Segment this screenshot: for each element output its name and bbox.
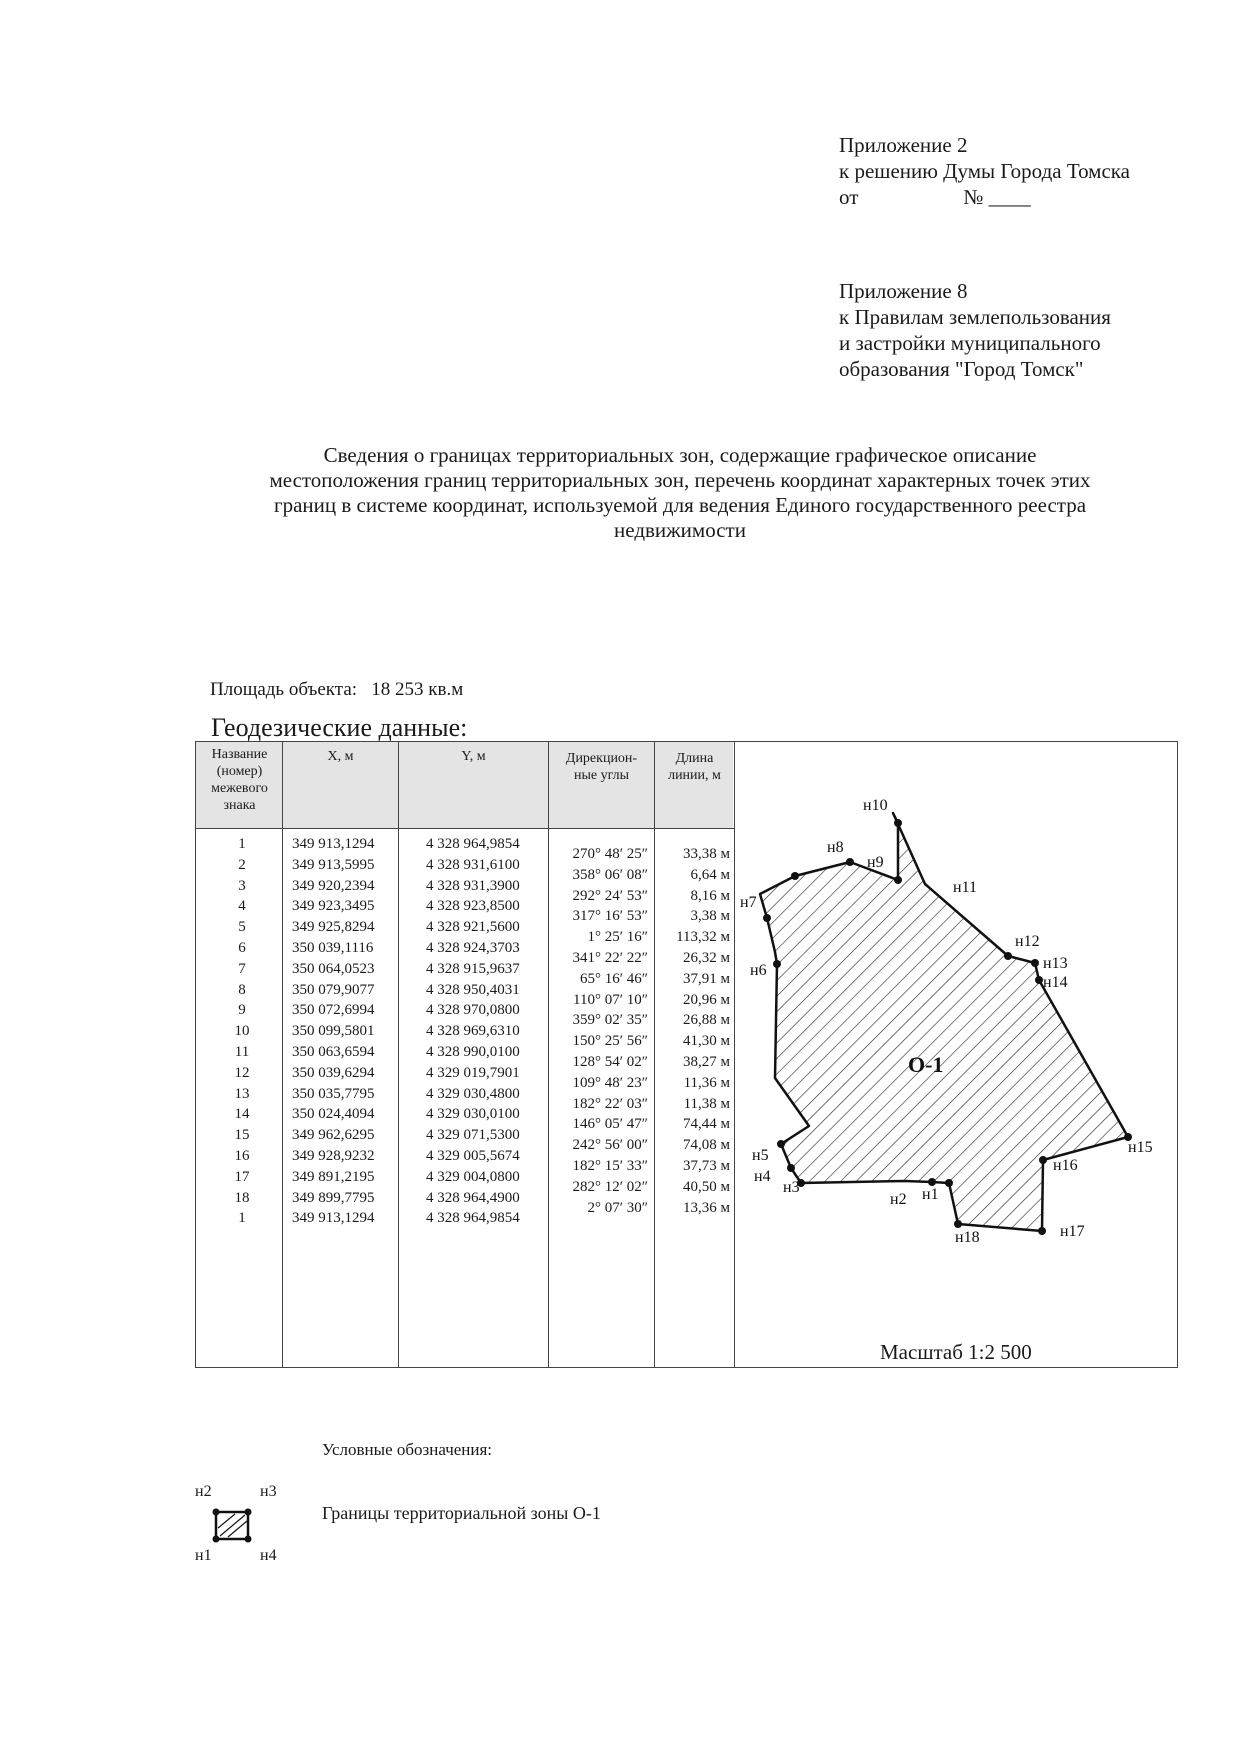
table-cell-point-name: 18	[234, 1189, 250, 1206]
legend-corner-n4: н4	[260, 1547, 277, 1564]
legend-corner-n3: н3	[260, 1483, 277, 1500]
table-cell-x: 350 024,4094	[292, 1106, 375, 1123]
table-cell-angle: 110° 07′ 10″	[573, 991, 648, 1008]
header-angles-line-2: ные углы	[573, 768, 630, 783]
table-cell-angle: 65° 16′ 46″	[579, 970, 648, 987]
table-cell-x: 349 913,1294	[292, 836, 375, 852]
header-name-line-2: (номер)	[216, 764, 263, 779]
table-cell-y: 4 328 931,3900	[426, 877, 520, 894]
point-label: н18	[955, 1229, 980, 1246]
table-cell-angle: 2° 07′ 30″	[587, 1199, 648, 1216]
table-cell-length: 11,38 м	[683, 1095, 730, 1112]
appendix-8-line-2: к Правилам землепользования	[839, 305, 1111, 329]
table-cell-y: 4 329 004,0800	[426, 1168, 520, 1185]
map-scale: Масштаб 1:2 500	[880, 1340, 1032, 1364]
geodetic-data-title: Геодезические данные:	[211, 713, 468, 742]
table-cell-point-name: 7	[238, 960, 246, 977]
table-cell-y: 4 328 970,0800	[426, 1002, 520, 1019]
table-cell-point-name: 14	[234, 1106, 250, 1123]
header-name-line-1: Название	[211, 747, 268, 762]
table-cell-y: 4 328 915,9637	[426, 960, 520, 977]
table-cell-length: 37,73 м	[683, 1157, 730, 1174]
boundary-point-н14	[1035, 976, 1043, 984]
table-cell-x: 349 920,2394	[292, 877, 375, 894]
table-cell-length: 40,50 м	[683, 1178, 730, 1195]
table-cell-point-name: 10	[234, 1023, 250, 1040]
table-cell-length: 74,08 м	[683, 1137, 730, 1154]
table-cell-angle: 128° 54′ 02″	[572, 1053, 648, 1070]
table-cell-point-name: 15	[234, 1127, 250, 1144]
title-line-3: границ в системе координат, используемой для ведения Единого государственного реестра	[273, 493, 1087, 517]
header-length-line-1: Длина	[675, 751, 714, 766]
table-cell-y: 4 328 924,3703	[426, 939, 520, 956]
table-cell-angle: 242° 56′ 00″	[572, 1137, 648, 1154]
table-cell-angle: 317° 16′ 53″	[572, 908, 648, 925]
appendix-2-line-2: к решению Думы Города Томска	[839, 159, 1130, 183]
table-cell-point-name: 3	[238, 877, 246, 894]
boundary-point-н5	[777, 1140, 785, 1148]
boundary-plan	[735, 742, 1177, 1367]
boundary-point-н6	[773, 960, 781, 968]
boundary-point-н16	[1039, 1156, 1047, 1164]
point-label: н3	[783, 1179, 800, 1196]
legend-text: Границы территориальной зоны О-1	[322, 1503, 601, 1523]
table-cell-point-name: 6	[238, 939, 246, 956]
table-cell-angle: 109° 48′ 23″	[572, 1074, 648, 1091]
table-cell-x: 349 913,1294	[292, 1210, 375, 1227]
title-line-4: недвижимости	[614, 518, 746, 542]
table-cell-length: 33,38 м	[683, 846, 730, 862]
table-cell-y: 4 329 019,7901	[426, 1064, 520, 1081]
column-point-names	[203, 834, 281, 1229]
header-name-line-3: межевого	[211, 781, 268, 796]
table-cell-y: 4 328 931,6100	[426, 856, 520, 873]
boundary-point-н11	[894, 819, 902, 827]
point-label: н8	[827, 839, 844, 856]
table-cell-x: 350 035,7795	[292, 1085, 375, 1102]
boundary-point-н4	[787, 1164, 795, 1172]
table-cell-length: 41,30 м	[683, 1033, 730, 1050]
table-cell-x: 350 079,9077	[292, 981, 375, 998]
table-cell-length: 38,27 м	[683, 1053, 730, 1070]
object-area-label: Площадь объекта:	[210, 679, 358, 700]
column-y	[426, 834, 520, 1229]
header-name-line-4: знака	[223, 798, 256, 813]
header-divider	[195, 828, 734, 829]
appendix-8-line-1: Приложение 8	[839, 279, 968, 303]
table-cell-x: 349 962,6295	[292, 1127, 375, 1144]
point-label: н11	[953, 879, 977, 896]
table-cell-point-name: 1	[238, 1210, 246, 1227]
table-cell-y: 4 328 969,6310	[426, 1023, 520, 1040]
table-cell-angle: 359° 02′ 35″	[572, 1012, 648, 1029]
table-cell-length: 74,44 м	[683, 1116, 730, 1133]
point-label: н2	[890, 1191, 907, 1208]
point-label: н9	[867, 854, 884, 871]
boundary-point-н10	[894, 876, 902, 884]
table-cell-y: 4 328 923,8500	[426, 898, 520, 915]
title-line-1: Сведения о границах территориальных зон, содержащие графическое описание	[323, 443, 1037, 467]
legend-corner-n1: н1	[195, 1547, 212, 1564]
table-cell-x: 350 064,0523	[292, 960, 375, 977]
point-label: н4	[754, 1168, 771, 1185]
table-cell-point-name: 4	[238, 898, 246, 915]
point-label: н12	[1015, 933, 1040, 950]
table-cell-angle: 150° 25′ 56″	[572, 1033, 648, 1050]
column-lengths	[657, 844, 730, 1218]
object-area-value: 18 253 кв.м	[371, 679, 464, 700]
table-cell-angle: 358° 06′ 08″	[572, 866, 648, 883]
boundary-point-н2	[928, 1178, 936, 1186]
col-divider-2	[398, 741, 399, 1368]
point-label: н14	[1043, 974, 1068, 991]
point-label: н7	[740, 894, 757, 911]
header-angles-line-1: Дирекцион-	[565, 751, 638, 766]
boundary-point-н17	[1038, 1227, 1046, 1235]
object-area	[210, 679, 463, 701]
table-cell-x: 349 923,3495	[292, 898, 375, 915]
table-cell-length: 26,88 м	[683, 1012, 730, 1029]
table-cell-x: 350 063,6594	[292, 1043, 375, 1060]
table-cell-point-name: 2	[238, 856, 246, 873]
boundary-point-н12	[1004, 952, 1012, 960]
table-cell-angle: 1° 25′ 16″	[587, 929, 648, 946]
table-cell-y: 4 328 964,9854	[426, 836, 520, 852]
table-cell-point-name: 9	[238, 1002, 246, 1019]
point-label: н15	[1128, 1139, 1153, 1156]
table-cell-length: 3,38 м	[690, 908, 730, 925]
table-cell-x: 350 072,6994	[292, 1002, 375, 1019]
table-cell-x: 350 099,5801	[292, 1023, 375, 1040]
table-cell-point-name: 1	[238, 836, 246, 852]
table-cell-y: 4 329 030,0100	[426, 1106, 520, 1123]
boundary-point-н13	[1031, 959, 1039, 967]
appendix-8-line-4: образования "Город Томск"	[839, 357, 1084, 381]
table-cell-length: 20,96 м	[683, 991, 730, 1008]
header-angles	[549, 750, 654, 784]
boundary-point-н7	[763, 914, 771, 922]
col-divider-4	[654, 741, 655, 1368]
table-cell-angle: 146° 05′ 47″	[572, 1116, 648, 1133]
table-cell-x: 349 913,5995	[292, 856, 375, 873]
legend-corner-n2: н2	[195, 1483, 212, 1500]
table-cell-length: 6,64 м	[690, 866, 730, 883]
table-cell-x: 349 891,2195	[292, 1168, 375, 1185]
table-cell-point-name: 13	[234, 1085, 250, 1102]
header-x: X, м	[327, 749, 354, 764]
column-angles	[552, 844, 648, 1218]
table-cell-point-name: 11	[234, 1043, 250, 1060]
col-divider-1	[282, 741, 283, 1368]
point-label: н10	[863, 797, 888, 814]
col-divider-3	[548, 741, 549, 1368]
table-cell-y: 4 329 005,5674	[426, 1147, 520, 1164]
table-cell-length: 13,36 м	[683, 1199, 730, 1216]
table-cell-y: 4 328 990,0100	[426, 1043, 520, 1060]
table-cell-angle: 341° 22′ 22″	[572, 949, 648, 966]
boundary-point-н18	[954, 1220, 962, 1228]
table-cell-x: 349 925,8294	[292, 919, 375, 936]
boundary-point-н8	[791, 872, 799, 880]
header-length-line-2: линии, м	[668, 768, 721, 783]
table-cell-length: 113,32 м	[676, 929, 730, 946]
point-label: н5	[752, 1147, 769, 1164]
legend-boundary-symbol	[210, 1506, 256, 1546]
table-cell-angle: 182° 15′ 33″	[572, 1157, 648, 1174]
table-cell-length: 37,91 м	[683, 970, 730, 987]
table-cell-point-name: 12	[234, 1064, 250, 1081]
point-label: н6	[750, 962, 767, 979]
table-cell-y: 4 328 964,9854	[426, 1210, 520, 1227]
document-title	[180, 443, 1180, 543]
header-y: Y, м	[461, 749, 486, 764]
table-cell-angle: 282° 12′ 02″	[572, 1178, 648, 1195]
appendix-8-line-3: и застройки муниципального	[839, 331, 1101, 355]
table-cell-angle: 292° 24′ 53″	[572, 887, 648, 904]
point-label: н16	[1053, 1157, 1078, 1174]
table-cell-length: 8,16 м	[690, 887, 730, 904]
header-name	[197, 746, 282, 814]
column-x	[292, 834, 375, 1229]
point-label: н1	[922, 1186, 939, 1203]
table-cell-y: 4 328 950,4031	[426, 981, 520, 998]
table-cell-y: 4 328 964,4900	[426, 1189, 520, 1206]
table-cell-x: 350 039,6294	[292, 1064, 375, 1081]
table-cell-y: 4 329 071,5300	[426, 1127, 520, 1144]
table-cell-point-name: 5	[238, 919, 246, 936]
table-cell-x: 350 039,1116	[292, 939, 374, 956]
table-cell-angle: 270° 48′ 25″	[572, 846, 648, 862]
table-cell-angle: 182° 22′ 03″	[572, 1095, 648, 1112]
title-line-2: местоположения границ территориальных зон, перечень координат характерных точек этих	[269, 468, 1091, 492]
boundary-point-н1	[945, 1179, 953, 1187]
point-label: н13	[1043, 955, 1068, 972]
table-cell-point-name: 17	[234, 1168, 250, 1185]
appendix-2-line-1: Приложение 2	[839, 133, 968, 157]
table-cell-x: 349 928,9232	[292, 1147, 375, 1164]
header-length	[655, 750, 734, 784]
table-cell-x: 349 899,7795	[292, 1189, 375, 1206]
legend-title: Условные обозначения:	[322, 1440, 493, 1459]
appendix-8-block	[839, 278, 1111, 382]
table-cell-length: 26,32 м	[683, 949, 730, 966]
appendix-2-block	[839, 132, 1130, 210]
table-cell-y: 4 328 921,5600	[426, 919, 520, 936]
table-cell-point-name: 8	[238, 981, 246, 998]
table-cell-length: 11,36 м	[683, 1074, 730, 1091]
zone-label: О-1	[908, 1052, 944, 1077]
point-label: н17	[1060, 1223, 1085, 1240]
table-cell-point-name: 16	[234, 1147, 250, 1164]
appendix-2-line-3: от № ____	[839, 185, 1031, 209]
table-cell-y: 4 329 030,4800	[426, 1085, 520, 1102]
boundary-point-н9	[846, 858, 854, 866]
